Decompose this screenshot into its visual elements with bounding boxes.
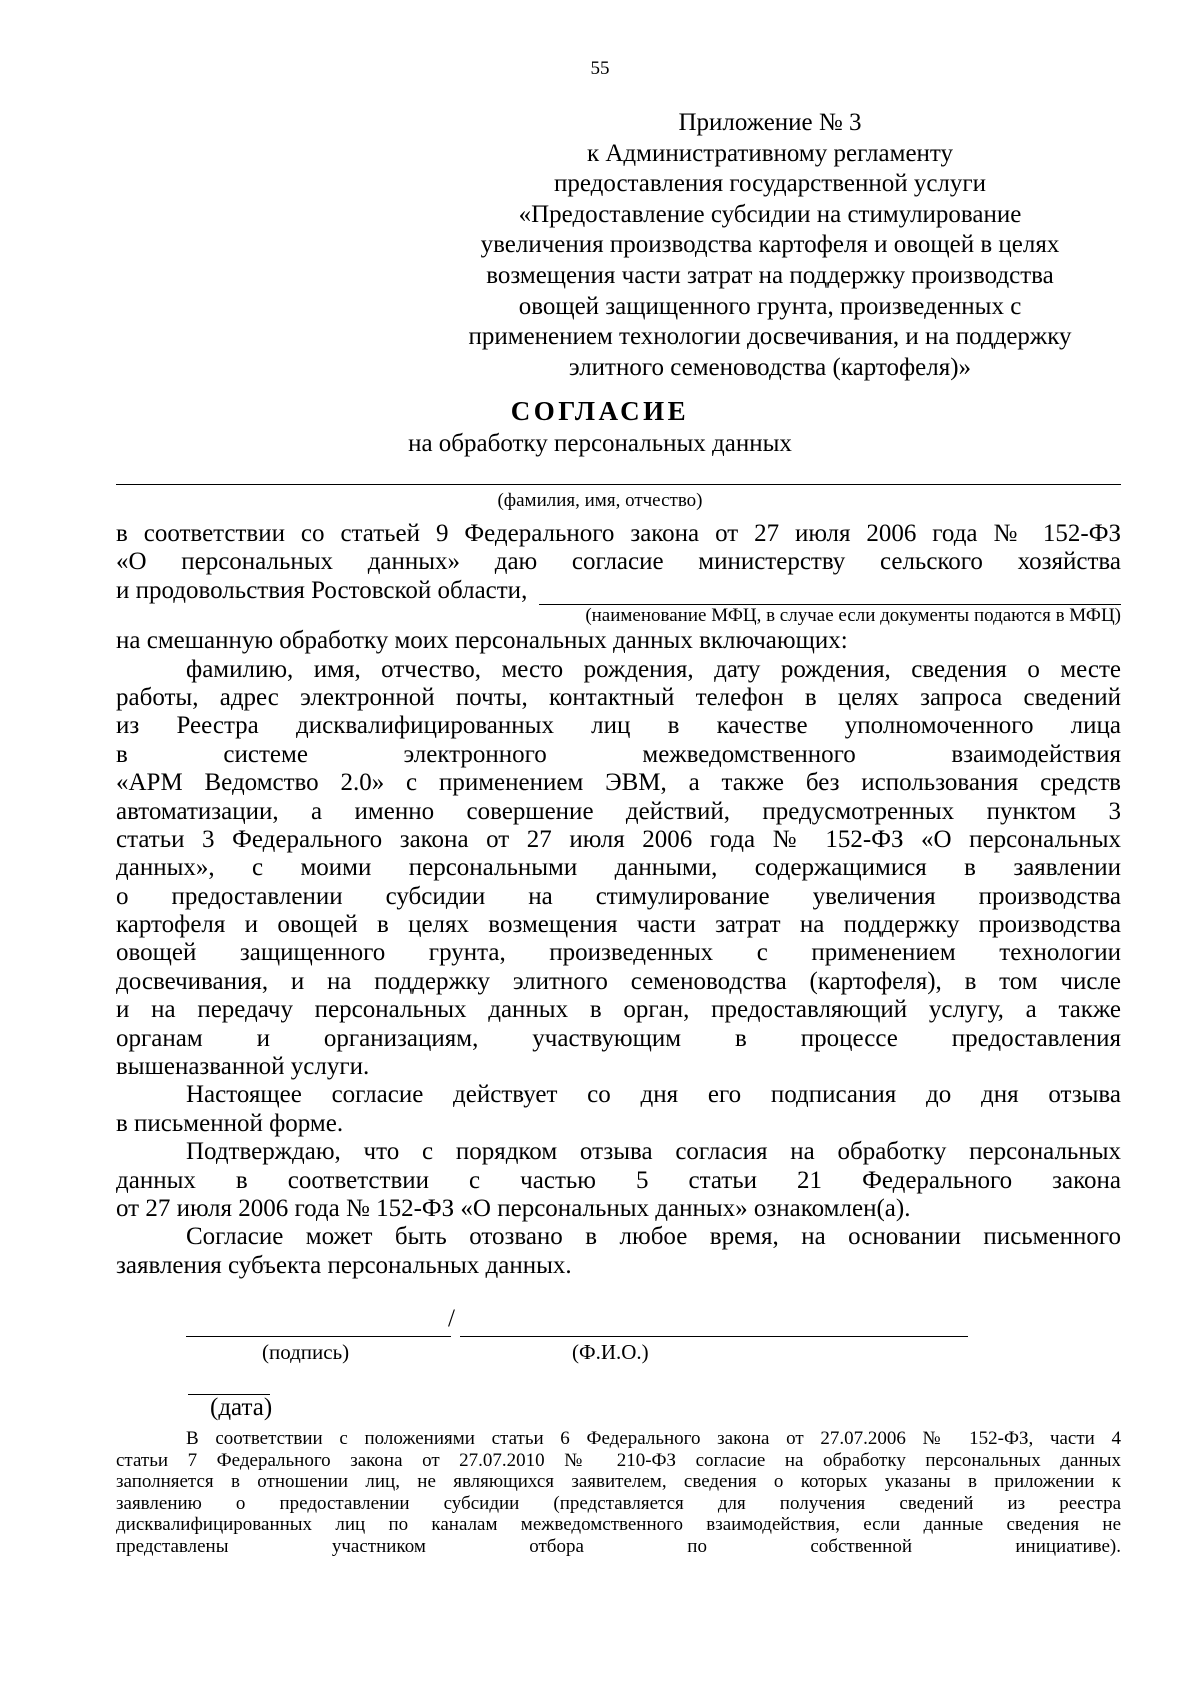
mfc-caption: (наименование МФЦ, в случае если документы подаются в МФЦ) [585, 605, 1121, 627]
body-line: в системе электронного межведомственного взаимодействия [116, 740, 1121, 768]
footnote-line: заполняется в отношении лиц, не являющихся заявителем, сведения о которых указаны в приложении к [116, 1471, 1121, 1492]
body-line: картофеля и овощей в целях возмещения части затрат на поддержку производства [116, 911, 1121, 939]
body-line: данных», с моими персональными данными, содержащимися в заявлении [116, 854, 1121, 882]
body-line-text: и продовольствия Ростовской области, [116, 576, 528, 604]
body-line: вышеназванной услуги. [116, 1053, 370, 1081]
fio-caption: (фамилия, имя, отчество) [497, 490, 703, 511]
mfc-fill-line [539, 582, 1121, 605]
appendix-line: применением технологии досвечивания, и на поддержку [468, 323, 1072, 351]
appendix-line: возмещения части затрат на поддержку производства [486, 261, 1054, 289]
body-line: «О персональных данных» даю согласие министерству сельского хозяйства [116, 548, 1121, 576]
appendix-line: предоставления государственной услуги [553, 170, 987, 198]
body-line: статьи 3 Федерального закона от 27 июля 2006 года № 152-ФЗ «О персональных [116, 825, 1121, 853]
signature-line [186, 1336, 451, 1337]
body-line: в соответствии со статьей 9 Федерального закона от 27 июля 2006 года № 152-ФЗ [116, 520, 1121, 547]
footnote-line: представлены участником отбора по собственной инициативе). [116, 1535, 1121, 1557]
signature-separator: / [448, 1305, 455, 1332]
appendix-line: увеличения производства картофеля и овощей в целях [480, 231, 1060, 259]
fio-fill-line [116, 484, 1121, 485]
appendix-header [400, 108, 1140, 383]
body-line: из Реестра дисквалифицированных лиц в качестве уполномоченного лица [116, 712, 1121, 740]
body-line-mfc [116, 577, 1121, 605]
footnote-line: статьи 7 Федерального закона от 27.07.2010 № 210-ФЗ согласие на обработку персональных данных [116, 1449, 1121, 1471]
footnote-line: В соответствии с положениями статьи 6 Федерального закона от 27.07.2006 № 152-ФЗ, части 4 [186, 1428, 1121, 1449]
footnote [116, 1428, 1121, 1557]
body-line: досвечивания, и на поддержку элитного семеноводства (картофеля), в том числе [116, 967, 1121, 995]
date-caption: (дата) [210, 1394, 273, 1421]
body-line: от 27 июля 2006 года № 152-ФЗ «О персональных данных» ознакомлен(а). [116, 1194, 911, 1222]
body-line: Подтверждаю, что с порядком отзыва согласия на обработку персональных [186, 1138, 1121, 1166]
appendix-line: Приложение № 3 [678, 109, 862, 136]
appendix-line: «Предоставление субсидии на стимулирование [518, 200, 1022, 228]
signature-caption: (подпись) [262, 1340, 350, 1364]
body-line: и на передачу персональных данных в орган, предоставляющий услугу, а также [116, 996, 1121, 1024]
body-line: на смешанную обработку моих персональных данных включающих: [116, 627, 848, 655]
fio-signature-line [460, 1336, 968, 1337]
footnote-line: дисквалифицированных лиц по каналам межведомственного взаимодействия, если данные сведения не [116, 1514, 1121, 1535]
body-line: в письменной форме. [116, 1109, 344, 1137]
signature-fio-caption: (Ф.И.О.) [572, 1340, 649, 1364]
body-line: автоматизации, а именно совершение действий, предусмотренных пунктом 3 [116, 797, 1121, 825]
body-line: заявления субъекта персональных данных. [116, 1251, 572, 1279]
body-line: о предоставлении субсидии на стимулирование увеличения производства [116, 882, 1121, 910]
appendix-line: к Административному регламенту [586, 139, 954, 167]
body-line: овощей защищенного грунта, произведенных с применением технологии [116, 939, 1121, 967]
page-number: 55 [590, 58, 610, 79]
footnote-line: заявлению о предоставлении субсидии (представляется для получения сведений из реестра [116, 1492, 1121, 1514]
body-line: органам и организациям, участвующим в процессе предоставления [116, 1024, 1121, 1052]
body-line: «АРМ Ведомство 2.0» с применением ЭВМ, а также без использования средств [116, 769, 1121, 797]
body-line: данных в соответствии с частью 5 статьи 21 Федерального закона [116, 1166, 1121, 1194]
body-line: Согласие может быть отозвано в любое время, на основании письменного [186, 1223, 1121, 1251]
body-line: Настоящее согласие действует со дня его подписания до дня отзыва [186, 1081, 1121, 1109]
consent-body [116, 520, 1121, 1280]
document-subtitle: на обработку персональных данных [408, 430, 792, 457]
body-line: фамилию, имя, отчество, место рождения, дату рождения, сведения о месте [186, 655, 1121, 683]
document-title: СОГЛАСИЕ [510, 396, 690, 426]
body-line: работы, адрес электронной почты, контактный телефон в целях запроса сведений [116, 683, 1121, 711]
appendix-line: овощей защищенного грунта, произведенных с [518, 292, 1022, 320]
appendix-line: элитного семеноводства (картофеля)» [568, 353, 972, 381]
